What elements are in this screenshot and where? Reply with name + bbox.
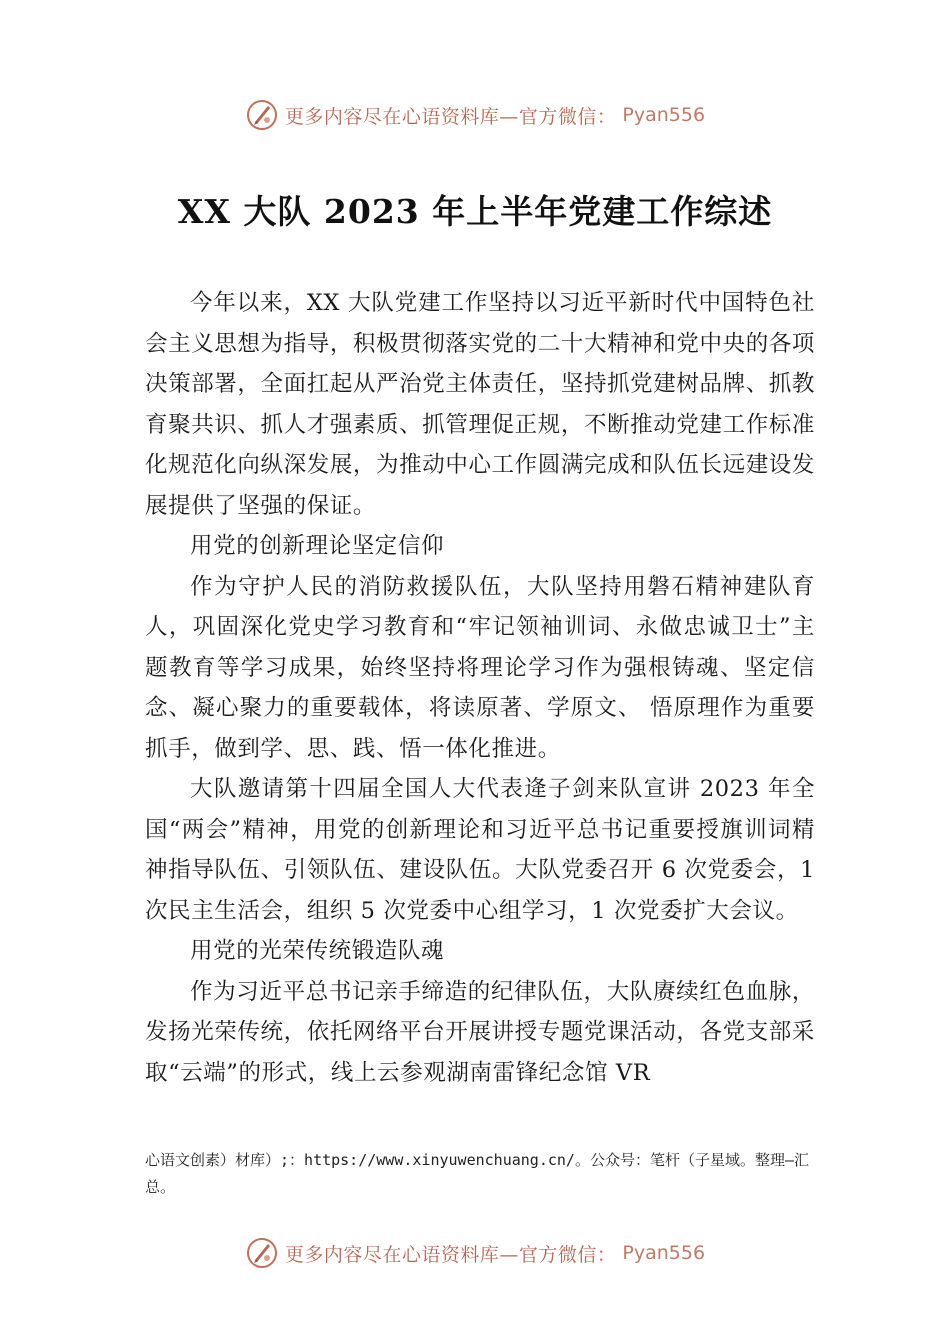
banner-text: 更多内容尽在心语资料库—官方微信：	[284, 105, 617, 128]
document-body	[145, 283, 815, 1093]
paragraph-intro: 今年以来，XX 大队党建工作坚持以习近平新时代中国特色社会主义思想为指导，积极贯彻落实党的二十大精神和党中央的各项决策部署，全面扛起从严治党主体责任，坚持抓党建树品牌、抓教育聚共识、抓人才强素质、抓管理促正规，不断推动党建工作标准化规范化向纵深发展，为推动中心工作圆满完成和队伍长远建设发展提供了坚强的保证。	[145, 290, 815, 519]
header-watermark-banner	[0, 95, 950, 135]
footer-watermark-banner	[0, 1233, 950, 1273]
wechat-id: Pyan556	[622, 1242, 706, 1264]
section-heading: 用党的创新理论坚定信仰	[190, 533, 445, 559]
footnote: 心语文创素）材库）;：https://www.xinyuwenchuang.cn/。公众号：笔杆（子星域。整理—汇总。	[145, 1151, 809, 1196]
paragraph: 大队邀请第十四届全国人大代表逄子剑来队宣讲 2023 年全国“两会”精神，用党的创新理论和习近平总书记重要授旗训词精神指导队伍、引领队伍、建设队伍。大队党委召开 6 次党委会，1 次民主生活会，组织 5 次党委中心组学习，1 次党委扩大会议。	[145, 776, 815, 924]
section-heading: 用党的光荣传统锻造队魂	[190, 938, 445, 964]
quill-pen-logo-icon	[245, 98, 279, 132]
quill-pen-logo-icon	[245, 1236, 279, 1270]
document-title: XX 大队 2023 年上半年党建工作综述	[177, 192, 773, 231]
paragraph: 作为守护人民的消防救援队伍，大队坚持用磐石精神建队育人，巩固深化党史学习教育和“牢记领袖训词、永做忠诚卫士”主题教育等学习成果，始终坚持将理论学习作为强根铸魂、坚定信念、凝心聚力的重要载体，将读原著、学原文、 悟原理作为重要抓手，做到学、思、践、悟一体化推进。	[145, 573, 815, 762]
wechat-id: Pyan556	[622, 104, 706, 126]
banner-text: 更多内容尽在心语资料库—官方微信：	[284, 1243, 617, 1266]
paragraph: 作为习近平总书记亲手缔造的纪律队伍，大队赓续红色血脉，发扬光荣传统，依托网络平台开展讲授专题党课活动，各党支部采取“云端”的形式，线上云参观湖南雷锋纪念馆 VR	[145, 978, 815, 1086]
